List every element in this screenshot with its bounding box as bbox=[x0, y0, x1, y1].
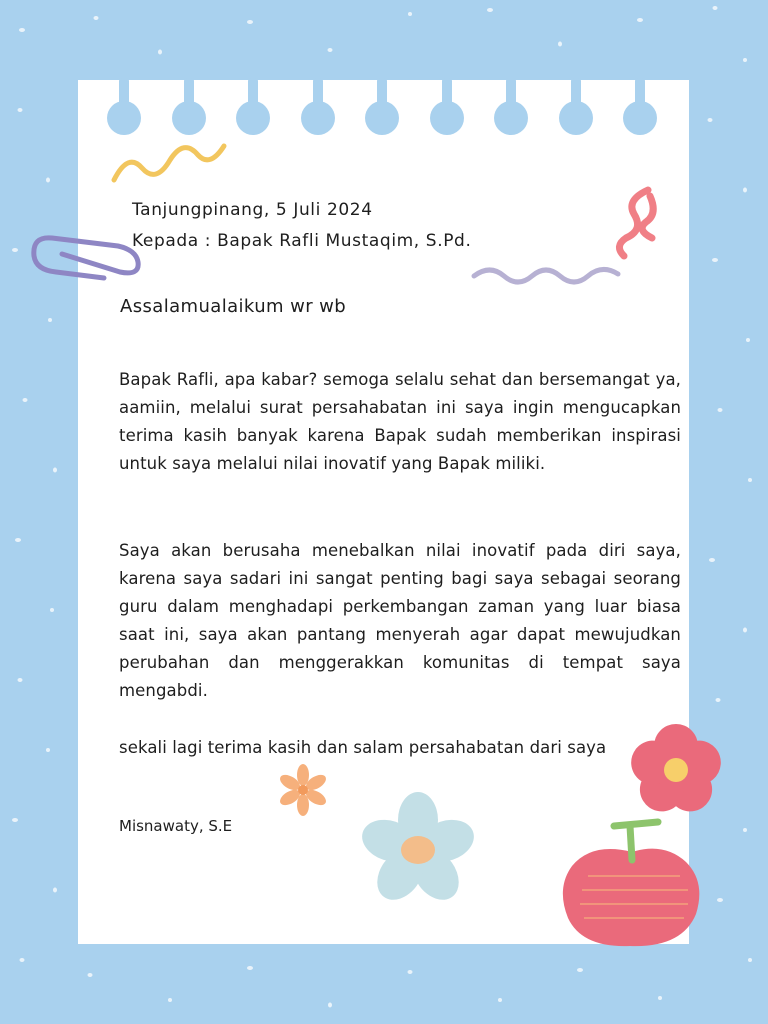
greeting: Assalamualaikum wr wb bbox=[120, 296, 347, 317]
paragraph-2: Saya akan berusaha menebalkan nilai inovatif pada diri saya, karena saya sadari ini sangat penting bagi saya sebagai seorang guru dalam menghadapi perkembangan zaman yang luar biasa saat ini, saya akan pantang menyerah agar dapat mewujudkan perubahan dan menggerakkan komunitas di tempat saya mengabdi. bbox=[119, 541, 681, 700]
paragraph-1: Bapak Rafli, apa kabar? semoga selalu sehat dan bersemangat ya, aamiin, melalui surat persahabatan ini saya ingin mengucapkan terima kasih banyak karena Bapak sudah memberikan inspirasi untuk saya melalui nilai inovatif yang Bapak miliki. bbox=[119, 370, 681, 473]
signature: Misnawaty, S.E bbox=[119, 817, 233, 835]
recipient-line: Kepada : Bapak Rafli Mustaqim, S.Pd. bbox=[132, 231, 472, 251]
place-date: Tanjungpinang, 5 Juli 2024 bbox=[132, 200, 373, 220]
closing-line: sekali lagi terima kasih dan salam persahabatan dari saya bbox=[119, 738, 607, 757]
